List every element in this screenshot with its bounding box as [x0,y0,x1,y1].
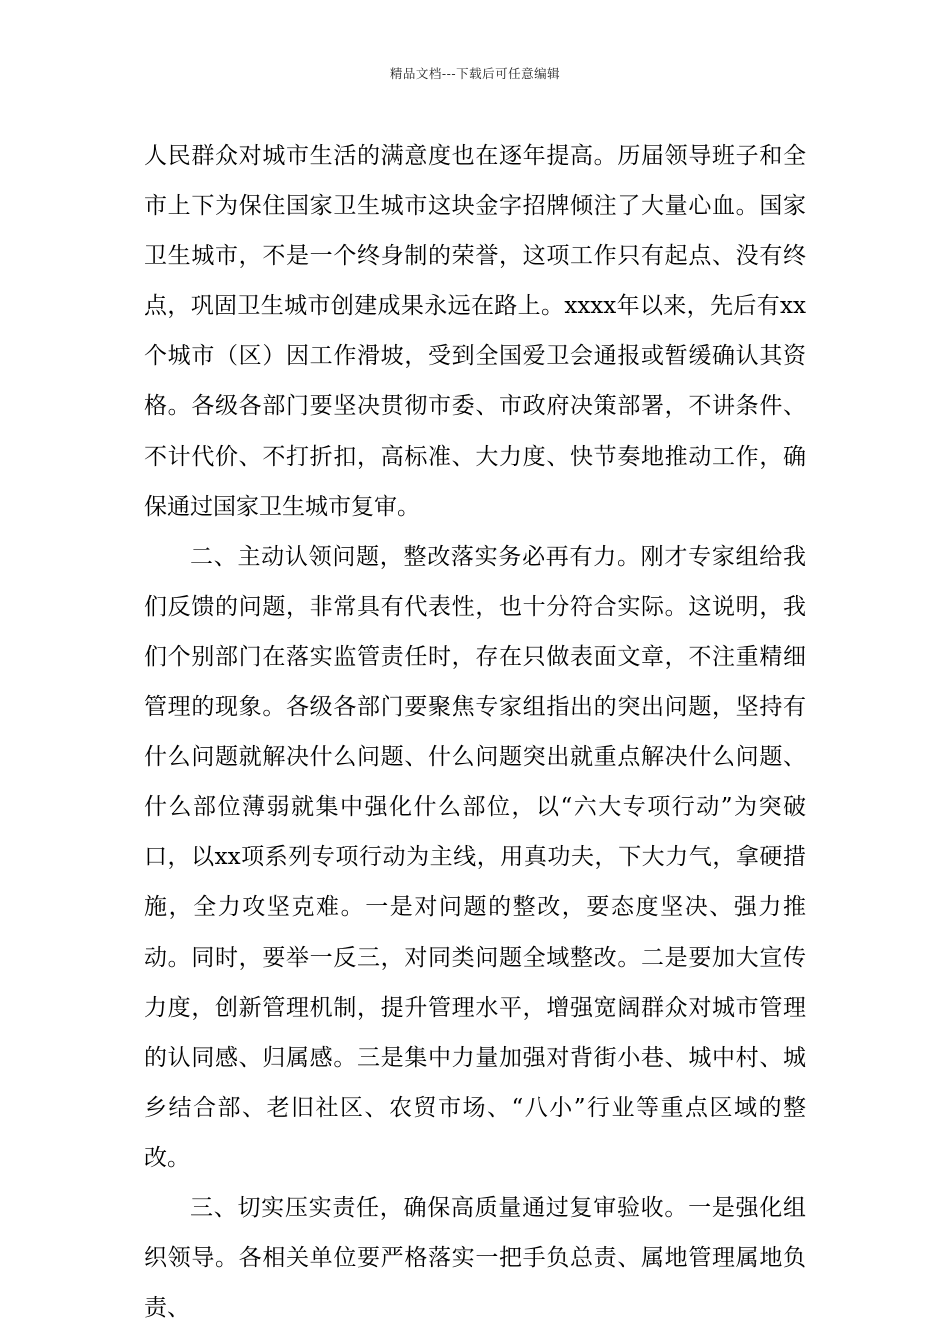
document-body [144,131,806,1333]
paragraph-continuation: 人民群众对城市生活的满意度也在逐年提高。历届领导班子和全市上下为保住国家卫生城市这块金字招牌倾注了大量心血。国家卫生城市，不是一个终身制的荣誉，这项工作只有起点、没有终点，巩固卫生城市创建成果永远在路上。xxxx年以来，先后有xx个城市（区）因工作滑坡，受到全国爱卫会通报或暂缓确认其资格。各级各部门要坚决贯彻市委、市政府决策部署，不讲条件、不计代价、不打折扣，高标准、大力度、快节奏地推动工作，确保通过国家卫生城市复审。 [144,143,806,520]
paragraph-section-two: 二、主动认领问题，整改落实务必再有力。刚才专家组给我们反馈的问题，非常具有代表性，也十分符合实际。这说明，我们个别部门在落实监管责任时，存在只做表面文章，不注重精细管理的现象。各级各部门要聚焦专家组指出的突出问题，坚持有什么问题就解决什么问题、什么问题突出就重点解决什么问题、什么部位薄弱就集中强化什么部位，以“六大专项行动”为突破口，以xx项系列专项行动为主线，用真功夫，下大力气，拿硬措施，全力攻坚克难。一是对问题的整改，要态度坚决、强力推动。同时，要举一反三，对同类问题全域整改。二是要加大宣传力度，创新管理机制，提升管理水平，增强宽阔群众对城市管理的认同感、归属感。三是集中力量加强对背街小巷、城中村、城乡结合部、老旧社区、农贸市场、“八小”行业等重点区域的整改。 [144,543,806,1171]
paragraph-section-three: 三、切实压实责任，确保高质量通过复审验收。一是强化组织领导。各相关单位要严格落实一把手负总责、属地管理属地负责、 [144,1194,806,1322]
page-header: 精品文档---下载后可任意编辑 [389,66,561,81]
